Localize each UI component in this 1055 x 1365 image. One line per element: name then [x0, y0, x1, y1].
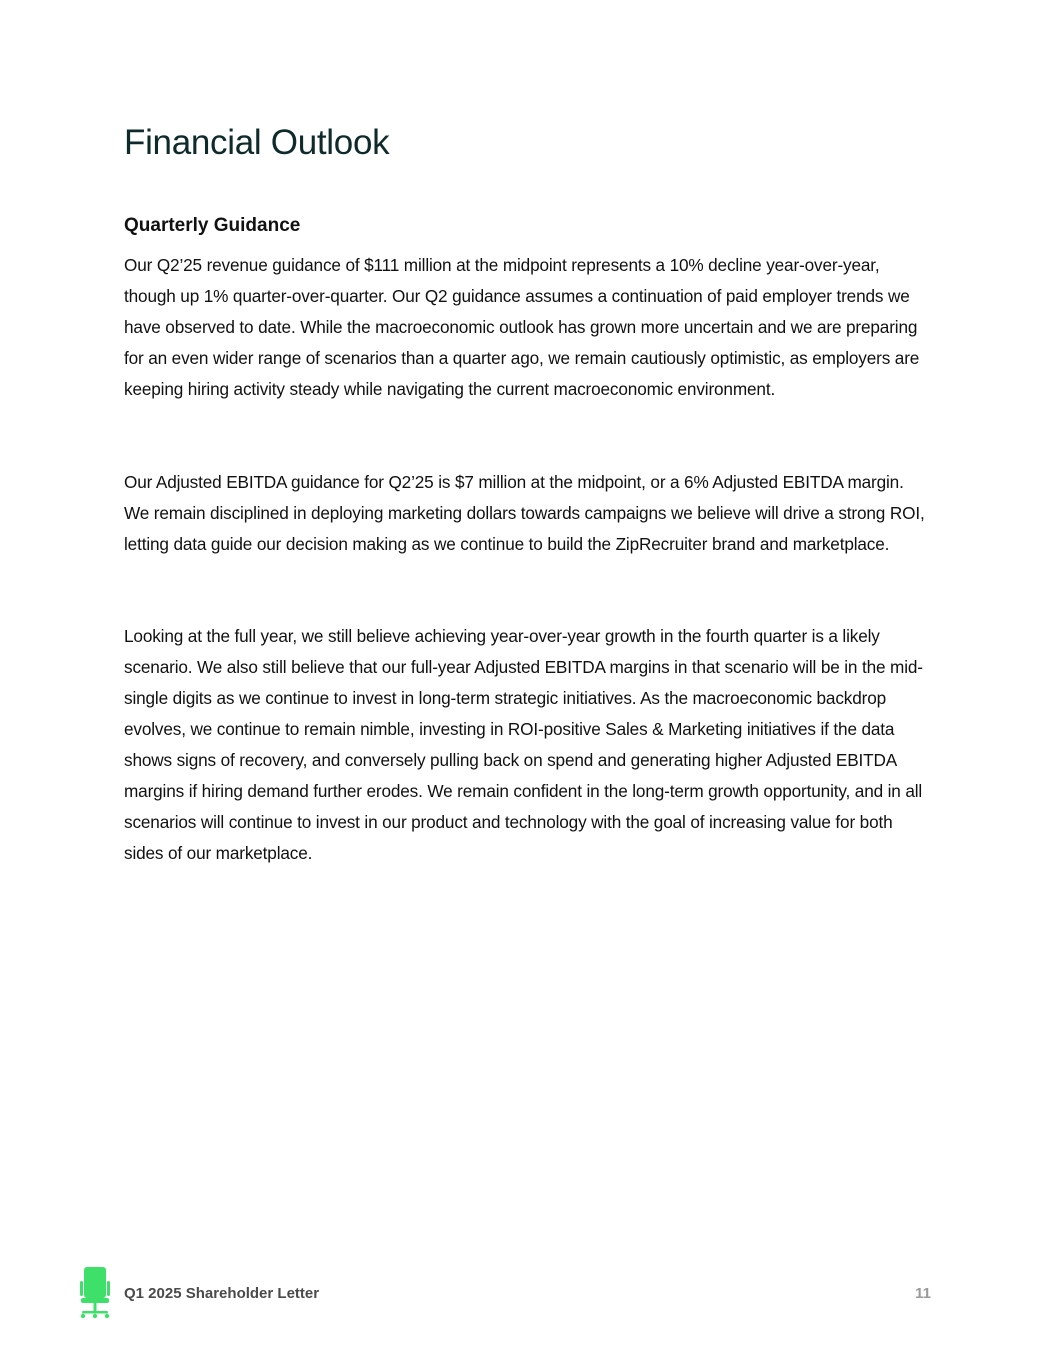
paragraph-ebitda-guidance: Our Adjusted EBITDA guidance for Q2’25 is $7 million at the midpoint, or a 6% Adjusted EBITDA margin. We remain disciplined in deploying marketing dollars towards campaigns we believe will drive a strong ROI, letting data guide our decision making as we continue to build the ZipRecruiter brand and marketplace. [124, 472, 925, 554]
office-chair-icon [79, 1267, 111, 1319]
paragraph-full-year-outlook: Looking at the full year, we still believe achieving year-over-year growth in the fourth quarter is a likely scenario. We also still believe that our full-year Adjusted EBITDA margins in that scenario will be in the mid-single digits as we continue to invest in long-term strategic initiatives. As the macroeconomic backdrop evolves, we continue to remain nimble, investing in ROI-positive Sales & Marketing initiatives if the data shows signs of recovery, and conversely pulling back on spend and generating higher Adjusted EBITDA margins if hiring demand further erodes. We remain confident in the long-term growth opportunity, and in all scenarios will continue to invest in our product and technology with the goal of increasing value for both sides of our marketplace. [124, 626, 923, 863]
footer-document-label: Q1 2025 Shareholder Letter [124, 1285, 320, 1302]
page-title: Financial Outlook [124, 123, 390, 162]
section-heading: Quarterly Guidance [124, 215, 301, 236]
paragraph-revenue-guidance: Our Q2’25 revenue guidance of $111 million at the midpoint represents a 10% decline year-over-year, though up 1% quarter-over-quarter. Our Q2 guidance assumes a continuation of paid employer trends we have observed to date. While the macroeconomic outlook has grown more uncertain and we are preparing for an even wider range of scenarios than a quarter ago, we remain cautiously optimistic, as employers are keeping hiring activity steady while navigating the current macroeconomic environment. [124, 255, 920, 399]
page-number: 11 [915, 1285, 931, 1302]
